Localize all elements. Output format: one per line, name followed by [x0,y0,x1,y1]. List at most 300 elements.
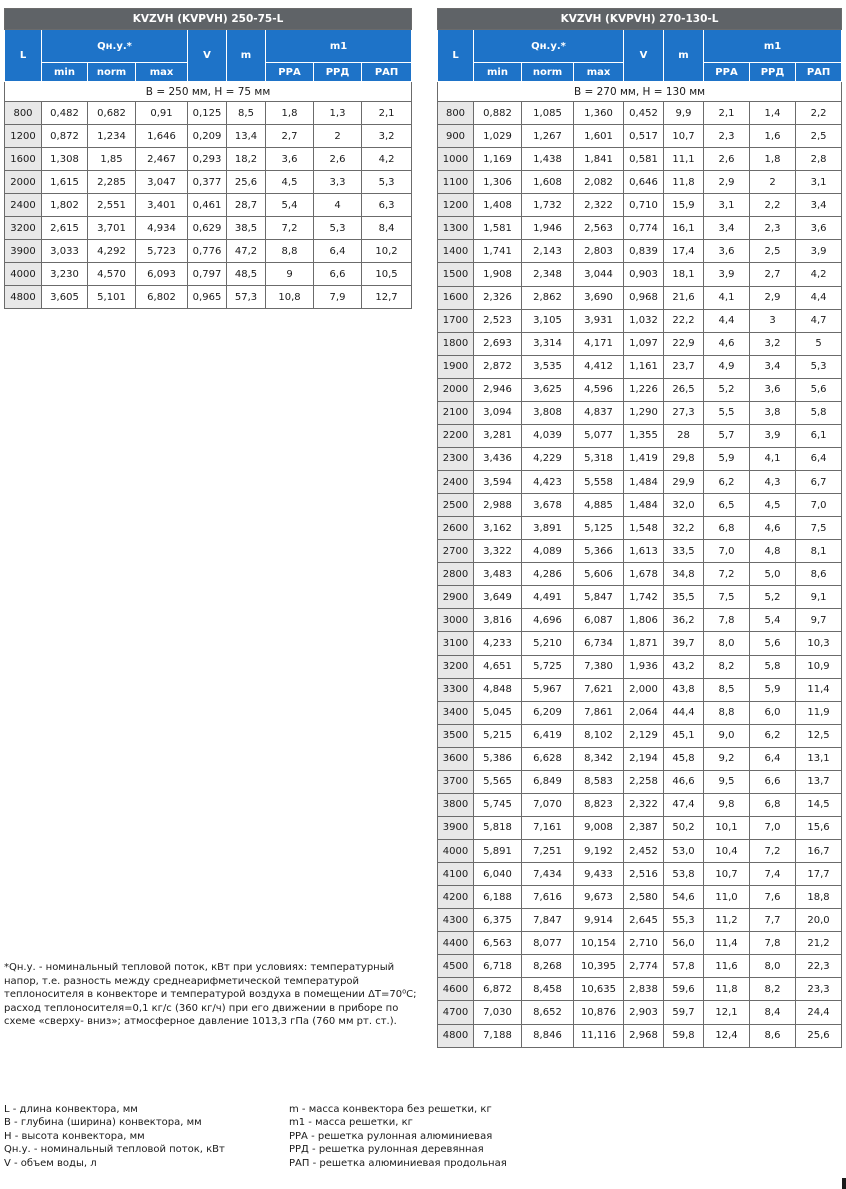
value-cell: 0,209 [188,125,227,148]
length-cell: 2500 [438,494,474,517]
header-min: min [42,63,88,82]
value-cell: 16,1 [664,217,704,240]
value-cell: 33,5 [664,540,704,563]
value-cell: 3,678 [522,494,574,517]
value-cell: 5,3 [314,217,362,240]
value-cell: 7,9 [314,286,362,309]
value-cell: 4,2 [362,148,412,171]
value-cell: 1,085 [522,102,574,125]
spec-table-270-130 [437,8,842,1048]
length-cell: 3900 [438,816,474,839]
table-row [438,563,842,586]
value-cell: 2,803 [574,240,624,263]
value-cell: 1,226 [624,378,664,401]
table-row [5,240,412,263]
value-cell: 4,696 [522,609,574,632]
value-cell: 7,616 [522,886,574,909]
table-row [438,540,842,563]
value-cell: 1,408 [474,194,522,217]
value-cell: 9,9 [664,102,704,125]
value-cell: 6,2 [750,724,796,747]
value-cell: 11,4 [704,932,750,955]
value-cell: 3,033 [42,240,88,263]
value-cell: 8,4 [750,1001,796,1024]
value-cell: 3,690 [574,286,624,309]
length-cell: 1900 [438,355,474,378]
value-cell: 5,847 [574,586,624,609]
value-cell: 2,348 [522,263,574,286]
table-row [438,424,842,447]
value-cell: 6,1 [796,424,842,447]
value-cell: 59,6 [664,978,704,1001]
value-cell: 15,9 [664,194,704,217]
value-cell: 24,4 [796,1001,842,1024]
length-cell: 1200 [438,194,474,217]
value-cell: 10,154 [574,932,624,955]
value-cell: 7,188 [474,1024,522,1047]
value-cell: 1,3 [314,102,362,125]
value-cell: 3,2 [362,125,412,148]
value-cell: 6,3 [362,194,412,217]
value-cell: 4,1 [704,286,750,309]
value-cell: 4,6 [704,332,750,355]
value-cell: 5,9 [750,678,796,701]
value-cell: 5,7 [704,424,750,447]
value-cell: 18,8 [796,886,842,909]
length-cell: 1200 [5,125,42,148]
value-cell: 1,548 [624,517,664,540]
length-cell: 800 [5,102,42,125]
length-cell: 3900 [5,240,42,263]
value-cell: 0,682 [88,102,136,125]
value-cell: 1,029 [474,125,522,148]
length-cell: 1700 [438,309,474,332]
value-cell: 38,5 [227,217,266,240]
value-cell: 6,5 [704,494,750,517]
length-cell: 4800 [5,286,42,309]
value-cell: 5,891 [474,840,522,863]
value-cell: 7,0 [796,494,842,517]
table-row [438,309,842,332]
value-cell: 4,6 [750,517,796,540]
table-row [438,263,842,286]
value-cell: 57,8 [664,955,704,978]
value-cell: 1,741 [474,240,522,263]
value-cell: 7,030 [474,1001,522,1024]
value-cell: 0,452 [624,102,664,125]
value-cell: 36,2 [664,609,704,632]
value-cell: 1,646 [136,125,188,148]
value-cell: 2,082 [574,171,624,194]
table-row [5,194,412,217]
table-row [438,148,842,171]
header-volume: V [624,30,664,82]
value-cell: 4,848 [474,678,522,701]
table-row [438,1024,842,1047]
value-cell: 2,5 [796,125,842,148]
value-cell: 15,6 [796,816,842,839]
table-row [5,217,412,240]
legend-item: H - высота конвектора, мм [4,1130,145,1142]
table-row [438,447,842,470]
length-cell: 2000 [438,378,474,401]
value-cell: 3,605 [42,286,88,309]
value-cell: 2,452 [624,840,664,863]
value-cell: 10,9 [796,655,842,678]
value-cell: 0,377 [188,171,227,194]
value-cell: 4,5 [266,171,314,194]
value-cell: 9,914 [574,909,624,932]
value-cell: 1,4 [750,102,796,125]
value-cell: 2,693 [474,332,522,355]
value-cell: 6,734 [574,632,624,655]
value-cell: 3,6 [266,148,314,171]
length-cell: 4300 [438,909,474,932]
value-cell: 2 [750,171,796,194]
value-cell: 2,9 [750,286,796,309]
value-cell: 1,946 [522,217,574,240]
value-cell: 2,645 [624,909,664,932]
value-cell: 3,401 [136,194,188,217]
value-cell: 39,7 [664,632,704,655]
value-cell: 1,6 [750,125,796,148]
value-cell: 0,776 [188,240,227,263]
value-cell: 45,8 [664,747,704,770]
value-cell: 5,723 [136,240,188,263]
table-row [438,932,842,955]
footnote-line: напор, т.е. разность между среднеарифметической температурой [4,975,360,987]
length-cell: 2200 [438,424,474,447]
value-cell: 9,192 [574,840,624,863]
value-cell: 56,0 [664,932,704,955]
value-cell: 1,438 [522,148,574,171]
value-cell: 2,774 [624,955,664,978]
value-cell: 6,6 [314,263,362,286]
header-length: L [438,30,474,82]
value-cell: 5,8 [796,401,842,424]
value-cell: 7,251 [522,840,574,863]
value-cell: 2,903 [624,1001,664,1024]
value-cell: 11,6 [704,955,750,978]
value-cell: 3,3 [314,171,362,194]
value-cell: 7,8 [750,932,796,955]
length-cell: 3800 [438,793,474,816]
value-cell: 8,5 [227,102,266,125]
value-cell: 3,891 [522,517,574,540]
value-cell: 11,9 [796,701,842,724]
value-cell: 45,1 [664,724,704,747]
value-cell: 3 [750,309,796,332]
value-cell: 4,651 [474,655,522,678]
value-cell: 5,2 [704,378,750,401]
value-cell: 6,8 [750,793,796,816]
value-cell: 8,6 [796,563,842,586]
value-cell: 4,7 [796,309,842,332]
length-cell: 900 [438,125,474,148]
value-cell: 1,581 [474,217,522,240]
value-cell: 0,882 [474,102,522,125]
value-cell: 8,2 [750,978,796,1001]
value-cell: 2,129 [624,724,664,747]
value-cell: 9,0 [704,724,750,747]
value-cell: 6,872 [474,978,522,1001]
length-cell: 3200 [5,217,42,240]
value-cell: 6,375 [474,909,522,932]
value-cell: 2,580 [624,886,664,909]
value-cell: 1,169 [474,148,522,171]
length-cell: 1500 [438,263,474,286]
value-cell: 1,097 [624,332,664,355]
value-cell: 2,064 [624,701,664,724]
value-cell: 27,3 [664,401,704,424]
value-cell: 59,8 [664,1024,704,1047]
table-row [5,171,412,194]
value-cell: 5,5 [704,401,750,424]
value-cell: 9,5 [704,770,750,793]
footnote-line: схеме «сверху- вниз»; атмосферное давление 1013,3 гПа (760 мм рт. ст.). [4,1016,397,1027]
value-cell: 12,1 [704,1001,750,1024]
value-cell: 2,8 [796,148,842,171]
value-cell: 2,322 [624,793,664,816]
value-cell: 53,0 [664,840,704,863]
value-cell: 8,823 [574,793,624,816]
value-cell: 2,563 [574,217,624,240]
value-cell: 11,2 [704,909,750,932]
value-cell: 1,601 [574,125,624,148]
value-cell: 3,314 [522,332,574,355]
value-cell: 5,125 [574,517,624,540]
value-cell: 3,6 [796,217,842,240]
length-cell: 4600 [438,978,474,1001]
value-cell: 1,306 [474,171,522,194]
table-row [438,886,842,909]
value-cell: 4,3 [750,471,796,494]
value-cell: 10,876 [574,1001,624,1024]
value-cell: 0,965 [188,286,227,309]
value-cell: 8,1 [796,540,842,563]
value-cell: 0,646 [624,171,664,194]
value-cell: 4,9 [704,355,750,378]
value-cell: 8,8 [266,240,314,263]
table-row [438,517,842,540]
value-cell: 2,523 [474,309,522,332]
value-cell: 2,467 [136,148,188,171]
value-cell: 1,613 [624,540,664,563]
value-cell: 2,143 [522,240,574,263]
value-cell: 43,8 [664,678,704,701]
value-cell: 2,9 [704,171,750,194]
value-cell: 7,5 [704,586,750,609]
value-cell: 18,1 [664,263,704,286]
value-cell: 32,2 [664,517,704,540]
value-cell: 7,861 [574,701,624,724]
header-rap: РАП [362,63,412,82]
value-cell: 18,2 [227,148,266,171]
length-cell: 2400 [438,471,474,494]
value-cell: 3,701 [88,217,136,240]
value-cell: 6,419 [522,724,574,747]
value-cell: 22,2 [664,309,704,332]
value-cell: 46,6 [664,770,704,793]
value-cell: 5,725 [522,655,574,678]
length-cell: 4700 [438,1001,474,1024]
value-cell: 8,0 [704,632,750,655]
value-cell: 10,395 [574,955,624,978]
value-cell: 3,044 [574,263,624,286]
value-cell: 4,286 [522,563,574,586]
legend-item: m - масса конвектора без решетки, кг [289,1104,492,1115]
value-cell: 0,872 [42,125,88,148]
value-cell: 0,839 [624,240,664,263]
header-volume: V [188,30,227,82]
value-cell: 4,5 [750,494,796,517]
value-cell: 1,290 [624,401,664,424]
value-cell: 10,5 [362,263,412,286]
header-rrd: РРД [314,63,362,82]
value-cell: 44,4 [664,701,704,724]
value-cell: 4,412 [574,355,624,378]
value-cell: 5,565 [474,770,522,793]
value-cell: 21,6 [664,286,704,309]
length-cell: 4000 [5,263,42,286]
value-cell: 1,8 [750,148,796,171]
length-cell: 1400 [438,240,474,263]
value-cell: 4,171 [574,332,624,355]
value-cell: 1,419 [624,447,664,470]
value-cell: 3,9 [750,424,796,447]
value-cell: 4,229 [522,447,574,470]
value-cell: 14,5 [796,793,842,816]
length-cell: 3600 [438,747,474,770]
length-cell: 3100 [438,632,474,655]
value-cell: 2,194 [624,747,664,770]
value-cell: 9,7 [796,609,842,632]
table-row [438,240,842,263]
table-row [438,978,842,1001]
length-cell: 800 [438,102,474,125]
value-cell: 11,0 [704,886,750,909]
value-cell: 1,267 [522,125,574,148]
value-cell: 10,4 [704,840,750,863]
value-cell: 23,7 [664,355,704,378]
table-row [438,955,842,978]
value-cell: 3,625 [522,378,574,401]
value-cell: 2,862 [522,286,574,309]
value-cell: 11,1 [664,148,704,171]
value-cell: 16,7 [796,840,842,863]
length-cell: 1600 [5,148,42,171]
value-cell: 2,000 [624,678,664,701]
header-norm: norm [88,63,136,82]
value-cell: 4,837 [574,401,624,424]
value-cell: 2,2 [796,102,842,125]
value-cell: 48,5 [227,263,266,286]
value-cell: 5,045 [474,701,522,724]
value-cell: 5,818 [474,816,522,839]
value-cell: 6,802 [136,286,188,309]
length-cell: 3300 [438,678,474,701]
value-cell: 12,5 [796,724,842,747]
table-row [438,332,842,355]
value-cell: 1,85 [88,148,136,171]
table-title: KVZVH (KVPVH) 250-75-L [5,9,412,30]
spec-table-250-75 [4,8,412,309]
value-cell: 2,615 [42,217,88,240]
value-cell: 9 [266,263,314,286]
value-cell: 5,9 [704,447,750,470]
value-cell: 3,9 [704,263,750,286]
value-cell: 10,2 [362,240,412,263]
value-cell: 11,116 [574,1024,624,1047]
value-cell: 4,089 [522,540,574,563]
page-edge-mark [842,1178,846,1189]
value-cell: 4,8 [750,540,796,563]
value-cell: 1,732 [522,194,574,217]
value-cell: 3,6 [750,378,796,401]
value-cell: 4,2 [796,263,842,286]
value-cell: 7,161 [522,816,574,839]
value-cell: 6,4 [750,747,796,770]
table-row [438,286,842,309]
value-cell: 0,91 [136,102,188,125]
value-cell: 6,093 [136,263,188,286]
table-row [438,816,842,839]
value-cell: 3,931 [574,309,624,332]
table-row [438,378,842,401]
length-cell: 2000 [5,171,42,194]
value-cell: 47,2 [227,240,266,263]
header-rap: РАП [796,63,842,82]
value-cell: 28 [664,424,704,447]
value-cell: 6,0 [750,701,796,724]
footnote-line: расход теплоносителя=0,1 кг/с (360 кг/ч) при его движении в приборе по [4,1002,399,1014]
table-row [438,194,842,217]
value-cell: 3,1 [704,194,750,217]
value-cell: 1,806 [624,609,664,632]
value-cell: 2,872 [474,355,522,378]
value-cell: 5,210 [522,632,574,655]
value-cell: 4,885 [574,494,624,517]
value-cell: 5,8 [750,655,796,678]
value-cell: 0,581 [624,148,664,171]
length-cell: 4500 [438,955,474,978]
value-cell: 8,0 [750,955,796,978]
value-cell: 1,484 [624,494,664,517]
value-cell: 1,308 [42,148,88,171]
value-cell: 3,4 [704,217,750,240]
value-cell: 6,718 [474,955,522,978]
table-row [438,793,842,816]
table-row [438,471,842,494]
value-cell: 1,615 [42,171,88,194]
value-cell: 1,678 [624,563,664,586]
value-cell: 47,4 [664,793,704,816]
value-cell: 6,209 [522,701,574,724]
header-grille-mass: m1 [704,30,842,63]
value-cell: 2,5 [750,240,796,263]
value-cell: 7,847 [522,909,574,932]
header-rrd: РРД [750,63,796,82]
value-cell: 43,2 [664,655,704,678]
value-cell: 5,4 [266,194,314,217]
value-cell: 5,215 [474,724,522,747]
value-cell: 23,3 [796,978,842,1001]
value-cell: 7,2 [704,563,750,586]
value-cell: 4,4 [704,309,750,332]
footnote [4,961,422,1029]
value-cell: 7,8 [704,609,750,632]
value-cell: 3,649 [474,586,522,609]
